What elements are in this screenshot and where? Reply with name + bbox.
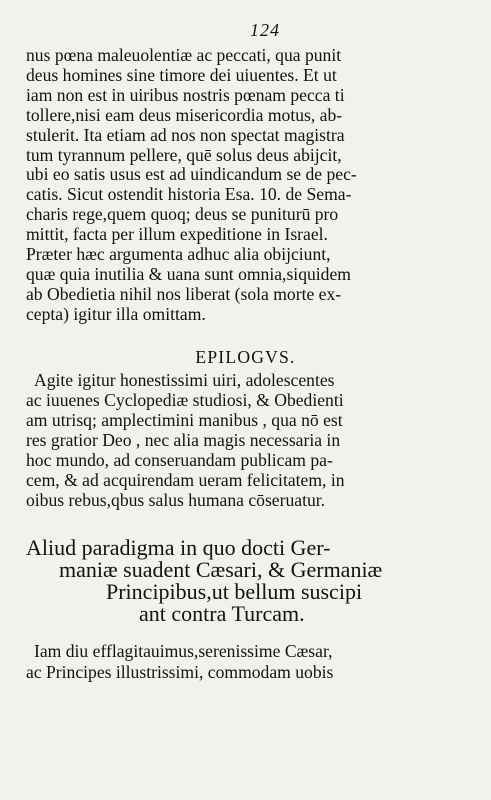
- text-line: Præter hæc argumenta adhuc alia obijciunt,: [26, 244, 331, 265]
- heading-line: Principibus,ut bellum suscipi: [106, 579, 363, 604]
- text-line: oibus rebus,qbus salus humana cōseruatur.: [26, 490, 326, 510]
- text-line: cepta) igitur illa omittam.: [26, 303, 206, 324]
- text-line: charis rege,quem quoq; deus se puniturū pro: [26, 204, 339, 225]
- text-line: stulerit. Ita etiam ad nos non spectat magistra: [26, 124, 345, 145]
- paradigma-heading: [26, 537, 466, 625]
- text-line: Iam diu efflagitauimus,serenissime Cæsar,: [34, 641, 333, 661]
- text-line: ab Obedietia nihil nos liberat (sola morte ex-: [26, 283, 342, 304]
- text-line: ac iuuenes Cyclopediæ studiosi, & Obedienti: [26, 390, 344, 410]
- text-line: Agite igitur honestissimi uiri, adolescentes: [34, 370, 335, 390]
- text-line: tollere,nisi eam deus misericordia motus, ab-: [26, 104, 343, 125]
- text-line: deus homines sine timore dei uiuentes. Et ut: [26, 64, 337, 85]
- text-line: tum tyrannum pellere, quē solus deus abijcit,: [26, 144, 342, 165]
- heading-line: ant contra Turcam.: [139, 601, 305, 626]
- section-heading-epilogus: EPILOGVS.: [195, 347, 296, 367]
- text-line: res gratior Deo , nec alia magis necessaria in: [26, 430, 341, 450]
- text-line: nus pœna maleuolentiæ ac peccati, qua punit: [26, 45, 342, 65]
- heading-line: Aliud paradigma in quo docti Ger-: [26, 535, 331, 560]
- text-line: hoc mundo, ad conseruandam publicam pa-: [26, 450, 333, 470]
- text-line: ac Principes illustrissimi, commodam uobis: [26, 661, 334, 682]
- epilogus-paragraph: [26, 370, 466, 510]
- text-line: catis. Sicut ostendit historia Esa. 10. de Sema-: [26, 184, 352, 205]
- text-line: ubi eo satis usus est ad uindicandum se de pec-: [26, 164, 357, 185]
- page-number: 124: [250, 20, 280, 40]
- text-line: quæ quia inutilia & uana sunt omnia,siquidem: [26, 263, 351, 284]
- closing-paragraph: [26, 641, 466, 682]
- text-line: mittit, facta per illum expeditione in Israel.: [26, 224, 328, 245]
- body-paragraph: [26, 46, 466, 325]
- text-line: iam non est in uiribus nostris pœnam pecca ti: [26, 84, 345, 105]
- heading-line: maniæ suadent Cæsari, & Germaniæ: [59, 557, 383, 582]
- text-line: cem, & ad acquirendam ueram felicitatem, in: [26, 470, 345, 490]
- text-line: am utrisq; amplectimini manibus , qua nō est: [26, 410, 343, 430]
